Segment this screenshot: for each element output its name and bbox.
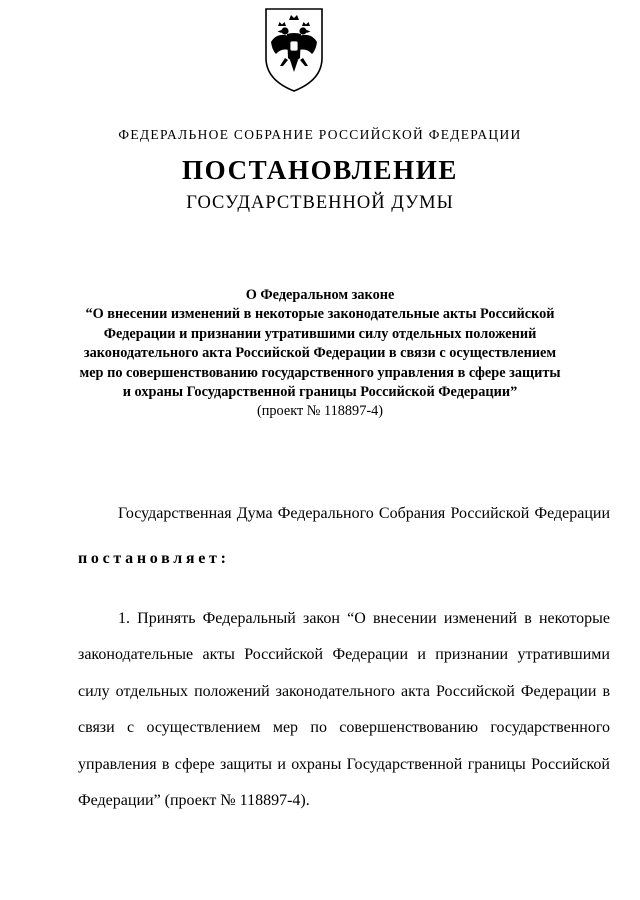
law-title-line: мер по совершенствованию государственного управления в сфере защиты bbox=[79, 364, 561, 381]
law-title-block bbox=[60, 286, 580, 422]
law-title-line: О Федеральном законе bbox=[245, 287, 395, 303]
law-title-line: законодательного акта Российской Федерации в связи с осуществлением bbox=[83, 345, 557, 362]
document-title: ПОСТАНОВЛЕНИЕ bbox=[182, 155, 458, 185]
paragraph-1: 1. Принять Федеральный закон “О внесении изменений в некоторые законодательные акты Российской Федерации и признании утратившими силу отдельных положений законодательного акта Российской Федерации в связи с осуществлением мер по совершенствованию государственного управления в сфере защиты и охраны Государственной границы Российской Федерации” (проект № 118897-4). bbox=[78, 610, 610, 810]
law-title-line: “О внесении изменений в некоторые законодательные акты Российской bbox=[85, 306, 555, 323]
project-number: (проект № 118897-4) bbox=[256, 403, 384, 420]
document-subtitle: ГОСУДАРСТВЕННОЙ ДУМЫ bbox=[186, 193, 454, 213]
law-title-line: Федерации и признании утратившими силу отдельных положений bbox=[103, 325, 537, 342]
russian-coat-of-arms-icon bbox=[263, 6, 325, 94]
law-title-line: и охраны Государственной границы Российской Федерации” bbox=[122, 384, 518, 401]
decree-verb: постановляет: bbox=[78, 550, 230, 567]
coat-of-arms-emblem bbox=[263, 6, 325, 94]
decree-intro: Государственная Дума Федерального Собрания Российской Федерации bbox=[118, 505, 610, 522]
organization-header: ФЕДЕРАЛЬНОЕ СОБРАНИЕ РОССИЙСКОЙ ФЕДЕРАЦИИ bbox=[118, 127, 522, 142]
